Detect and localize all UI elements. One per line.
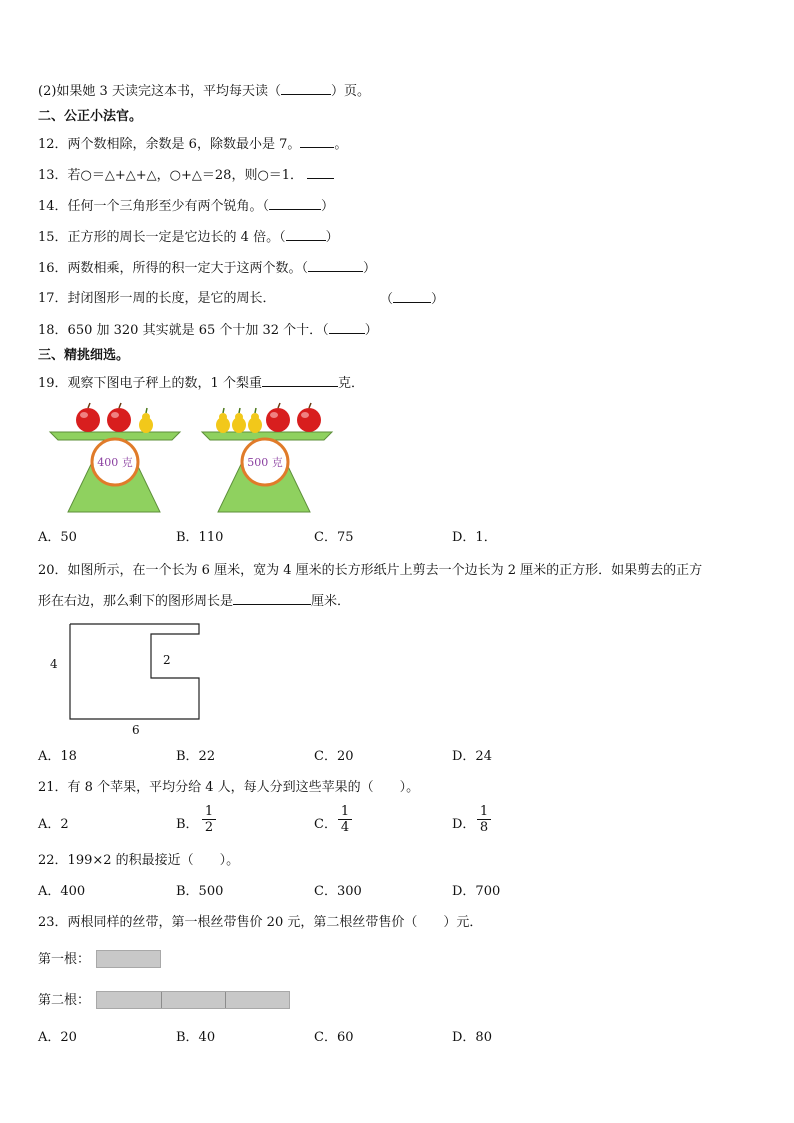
ribbon-first-bar bbox=[96, 950, 161, 968]
width-label: 6 bbox=[132, 723, 140, 737]
q16-tail: ） bbox=[363, 261, 377, 276]
q17-paren: （ bbox=[380, 292, 394, 307]
q14-tail: ） bbox=[321, 199, 335, 214]
q15-text: 15．正方形的周长一定是它边长的 4 倍。（ bbox=[38, 230, 286, 245]
q19-text: 19．观察下图电子秤上的数，1 个梨重 bbox=[38, 376, 262, 391]
question-20-line-1: 20．如图所示，在一个长为 6 厘米，宽为 4 厘米的长方形纸片上剪去一个边长为 2 厘米的正方形．如果剪去的正方 bbox=[38, 563, 703, 578]
q21-option-c-fraction bbox=[338, 804, 352, 835]
q20-option-d[interactable]: D．24 bbox=[452, 749, 492, 764]
question-17 bbox=[38, 290, 276, 308]
section-3-heading: 三、精挑细选。 bbox=[38, 348, 130, 363]
answer-blank[interactable] bbox=[393, 290, 431, 303]
left-apple-1 bbox=[76, 408, 100, 432]
answer-blank[interactable] bbox=[307, 166, 334, 179]
q23-option-c[interactable]: C．60 bbox=[314, 1030, 354, 1045]
q20-text: 形在右边，那么剩下的图形周长是 bbox=[38, 594, 234, 609]
answer-blank[interactable] bbox=[286, 228, 326, 241]
answer-blank[interactable] bbox=[233, 592, 311, 605]
q21-option-a[interactable]: A．2 bbox=[38, 817, 69, 832]
q17-text: 17．封闭图形一周的长度，是它的周长． bbox=[38, 291, 276, 306]
question-22: 22．199×2 的积最接近（ ）。 bbox=[38, 853, 240, 868]
q20-option-c[interactable]: C．20 bbox=[314, 749, 354, 764]
q18-text: 18．650 加 320 其实就是 65 个十加 32 个十．（ bbox=[38, 323, 329, 338]
q18-tail: ） bbox=[364, 323, 378, 338]
question-12 bbox=[38, 135, 347, 154]
q21-option-b[interactable]: B． bbox=[176, 817, 199, 832]
q16-text: 16．两数相乘，所得的积一定大于这两个数。（ bbox=[38, 261, 309, 276]
q21-option-d-fraction bbox=[477, 804, 491, 835]
q20-option-b[interactable]: B．22 bbox=[176, 749, 216, 764]
q11-2-tail: ）页。 bbox=[330, 84, 370, 99]
answer-blank[interactable] bbox=[300, 135, 334, 148]
q19-option-d[interactable]: D．1． bbox=[452, 530, 497, 545]
ribbon-second-label: 第二根： bbox=[38, 993, 91, 1008]
q19-option-a[interactable]: A．50 bbox=[38, 530, 77, 545]
left-apple-2 bbox=[107, 408, 131, 432]
question-20-line-2 bbox=[38, 592, 350, 611]
q19-option-b[interactable]: B．110 bbox=[176, 530, 224, 545]
question-19 bbox=[38, 374, 364, 393]
question-14 bbox=[38, 197, 334, 216]
q23-option-a[interactable]: A．20 bbox=[38, 1030, 77, 1045]
q19-option-c[interactable]: C．75 bbox=[314, 530, 354, 545]
right-scale-reading: 500 克 bbox=[247, 456, 283, 469]
question-17-answer bbox=[380, 290, 444, 309]
answer-blank[interactable] bbox=[269, 197, 321, 210]
q14-text: 14．任何一个三角形至少有两个锐角。（ bbox=[38, 199, 270, 214]
q21-option-b-fraction bbox=[202, 804, 216, 835]
question-23: 23．两根同样的丝带，第一根丝带售价 20 元，第二根丝带售价（ ）元． bbox=[38, 915, 483, 930]
q15-tail: ） bbox=[325, 230, 339, 245]
q12-text: 12．两个数相除，余数是 6，除数最小是 7。 bbox=[38, 137, 301, 152]
q11-2-text: (2)如果她 3 天读完这本书，平均每天读（ bbox=[38, 84, 281, 99]
fraction-denominator: 4 bbox=[340, 820, 350, 835]
question-16 bbox=[38, 259, 376, 278]
question-11-2 bbox=[38, 82, 370, 101]
q21-option-d[interactable]: D． bbox=[452, 817, 476, 832]
answer-blank[interactable] bbox=[281, 82, 331, 95]
q23-option-b[interactable]: B．40 bbox=[176, 1030, 216, 1045]
q17-tail: ） bbox=[431, 292, 445, 307]
answer-blank[interactable] bbox=[308, 259, 363, 272]
q23-option-d[interactable]: D．80 bbox=[452, 1030, 492, 1045]
q12-tail: 。 bbox=[334, 137, 348, 152]
ribbon-first-label: 第一根： bbox=[38, 952, 91, 967]
fraction-denominator: 8 bbox=[479, 820, 489, 835]
ribbon-segment-divider bbox=[225, 992, 226, 1008]
answer-blank[interactable] bbox=[262, 374, 338, 387]
question-18 bbox=[38, 321, 378, 340]
left-scale-reading: 400 克 bbox=[97, 456, 133, 469]
q20-tail: 厘米． bbox=[311, 594, 351, 609]
q22-option-a[interactable]: A．400 bbox=[38, 884, 86, 899]
q22-option-d[interactable]: D．700 bbox=[452, 884, 501, 899]
q22-option-b[interactable]: B．500 bbox=[176, 884, 224, 899]
left-scale bbox=[50, 403, 180, 512]
right-apple-1 bbox=[266, 408, 290, 432]
ribbon-segment-divider bbox=[161, 992, 162, 1008]
fraction-numerator: 1 bbox=[479, 804, 489, 819]
q22-option-c[interactable]: C．300 bbox=[314, 884, 362, 899]
height-label: 4 bbox=[50, 657, 58, 671]
q21-option-c[interactable]: C． bbox=[314, 817, 337, 832]
scales-figure bbox=[40, 398, 340, 518]
fraction-numerator: 1 bbox=[340, 804, 350, 819]
q19-tail: 克． bbox=[337, 376, 364, 391]
right-scale bbox=[202, 403, 332, 512]
cut-rectangle-figure bbox=[40, 618, 210, 743]
q20-option-a[interactable]: A．18 bbox=[38, 749, 77, 764]
fraction-denominator: 2 bbox=[204, 820, 214, 835]
ribbon-second-bar bbox=[96, 991, 290, 1009]
right-apple-2 bbox=[297, 408, 321, 432]
cut-side-label: 2 bbox=[163, 653, 171, 667]
question-13 bbox=[38, 166, 334, 185]
figure-outline bbox=[70, 624, 199, 719]
question-15 bbox=[38, 228, 339, 247]
answer-blank[interactable] bbox=[329, 321, 365, 334]
fraction-numerator: 1 bbox=[204, 804, 214, 819]
question-21: 21．有 8 个苹果，平均分给 4 人，每人分到这些苹果的（ ）。 bbox=[38, 780, 420, 795]
section-2-heading: 二、公正小法官。 bbox=[38, 109, 143, 124]
q13-text: 13．若○＝△+△+△，○+△＝28，则○＝1． bbox=[38, 168, 304, 183]
